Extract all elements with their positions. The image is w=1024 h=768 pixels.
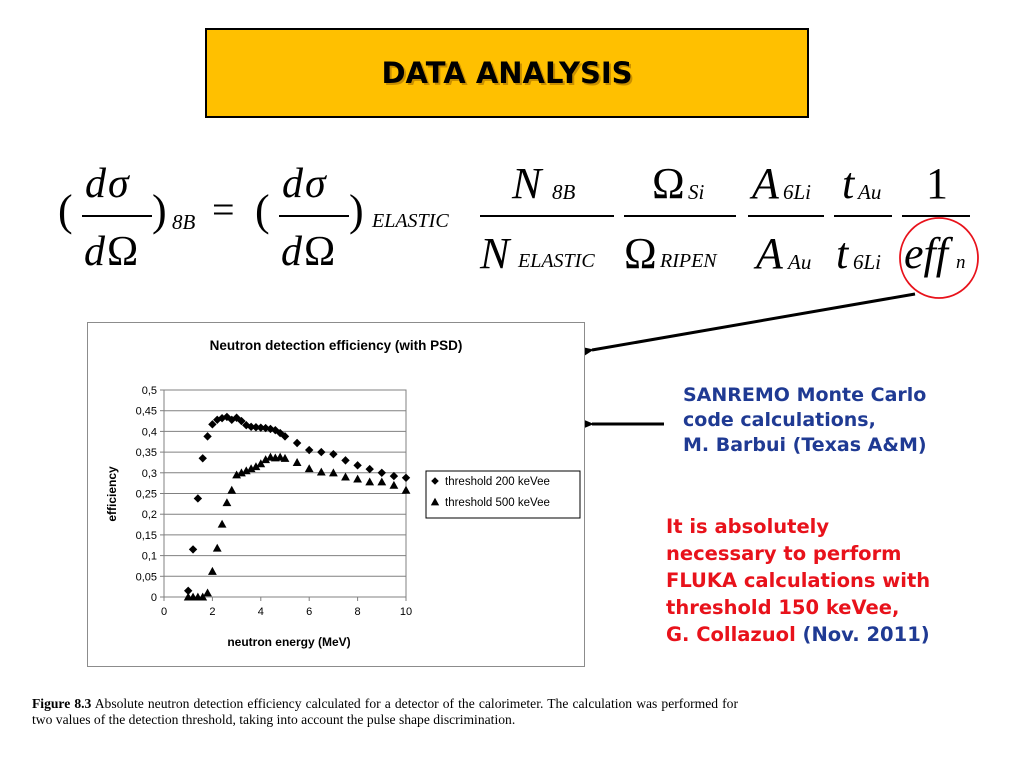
eq-den-omega-1: Ω	[107, 229, 139, 275]
point-threshold-500	[377, 478, 386, 486]
y-tick-label: 0,35	[135, 447, 157, 460]
y-tick-label: 0	[150, 592, 157, 604]
fluka-note-line: necessary to perform	[666, 542, 902, 565]
eq-sub-elastic: ELASTIC	[372, 210, 449, 232]
point-threshold-500	[353, 475, 362, 483]
eq-N-num: N	[512, 159, 542, 208]
y-tick-label: 0,25	[135, 488, 157, 501]
y-tick-label: 0,4	[141, 426, 157, 439]
eq-num-sigma-1: σ	[108, 161, 129, 207]
eq-frac-line	[902, 215, 970, 217]
eq-rparen-1: )	[152, 186, 167, 235]
eq-frac-line	[279, 215, 349, 217]
y-tick-label: 0,2	[141, 509, 157, 522]
y-axis-ticks	[136, 385, 164, 604]
point-threshold-500	[365, 478, 374, 486]
eq-lparen-2: (	[255, 186, 270, 235]
fluka-note-author: G. Collazuol	[666, 623, 803, 646]
eq-rparen-2: )	[349, 186, 364, 235]
eq-num-sigma-2: σ	[305, 161, 326, 207]
point-threshold-200	[189, 545, 197, 553]
eq-sub-n: n	[956, 252, 966, 273]
point-threshold-200	[305, 446, 313, 454]
eq-frac-line	[748, 215, 824, 217]
y-axis-label: efficiency	[105, 466, 119, 522]
point-threshold-500	[402, 486, 411, 494]
eq-A-den: A	[756, 229, 783, 278]
eq-frac-line	[480, 215, 614, 217]
point-threshold-200	[366, 465, 374, 473]
eq-den-d-1: d	[84, 229, 105, 275]
point-threshold-200	[194, 494, 202, 502]
fluka-note-line: threshold 150 keVee,	[666, 596, 900, 619]
point-threshold-500	[305, 464, 314, 472]
title-banner	[205, 28, 809, 118]
x-tick-label: 4	[257, 606, 264, 618]
y-tick-label: 0,5	[141, 385, 157, 397]
eq-den-d-2: d	[281, 229, 302, 275]
eq-Omega-den: Ω	[624, 229, 657, 278]
eq-eff: eff	[904, 229, 948, 278]
chart-title: Neutron detection efficiency (with PSD)	[209, 338, 463, 353]
x-axis-label: neutron energy (MeV)	[227, 635, 351, 649]
y-tick-label: 0,3	[141, 467, 157, 480]
sanremo-note	[683, 383, 927, 458]
point-threshold-500	[227, 486, 236, 494]
fluka-note-line: FLUKA calculations with	[666, 569, 931, 592]
point-threshold-200	[293, 439, 301, 447]
point-threshold-200	[199, 454, 207, 462]
chart-legend	[426, 471, 580, 518]
chart-frame	[87, 322, 585, 667]
point-threshold-200	[317, 448, 325, 456]
caption-label: Figure 8.3	[32, 696, 92, 711]
point-threshold-500	[208, 567, 217, 575]
eq-sub-au-t: Au	[858, 180, 882, 204]
y-tick-label: 0,15	[135, 529, 157, 542]
eq-t-den: t	[836, 229, 849, 278]
eq-Omega-num: Ω	[652, 159, 685, 208]
eq-den-omega-2: Ω	[304, 229, 336, 275]
point-threshold-200	[378, 469, 386, 477]
x-tick-label: 8	[354, 606, 361, 618]
x-tick-label: 6	[306, 606, 313, 618]
eq-sub-elastic-n: ELASTIC	[518, 250, 595, 272]
y-tick-label: 0,05	[135, 571, 157, 584]
point-threshold-500	[341, 473, 350, 481]
eq-lparen-1: (	[58, 186, 73, 235]
caption-text: Absolute neutron detection efficiency calculated for a detector of the calorimeter. The calculation was performed for two values of the detection threshold, taking into account the pulse shape discrimination.	[32, 696, 738, 727]
fluka-note-line: It is absolutely	[666, 515, 830, 538]
eq-sub-6li: 6Li	[783, 180, 812, 204]
point-threshold-200	[353, 461, 361, 469]
eq-frac-line	[834, 215, 892, 217]
eq-A-num: A	[752, 159, 779, 208]
point-threshold-500	[390, 481, 399, 489]
x-tick-label: 10	[399, 606, 413, 618]
y-tick-label: 0,1	[141, 550, 157, 563]
point-threshold-500	[203, 588, 212, 596]
figure-caption	[32, 696, 738, 728]
legend-label: threshold 200 keVee	[445, 476, 550, 488]
fluka-note	[666, 513, 930, 648]
eq-num-d-2: d	[282, 161, 303, 207]
eq-sub-8b-n: 8B	[552, 180, 576, 204]
slide-title: DATA ANALYSIS	[381, 56, 633, 90]
arrow-eff-to-chart	[592, 294, 915, 350]
eq-sub-au: Au	[788, 250, 812, 274]
data-markers	[184, 413, 411, 601]
x-tick-label: 0	[160, 606, 168, 618]
efficiency-chart	[88, 323, 584, 666]
point-threshold-200	[329, 450, 337, 458]
point-threshold-500	[293, 458, 302, 466]
point-threshold-200	[341, 456, 349, 464]
eq-t-num: t	[842, 159, 855, 208]
eq-sub-si: Si	[688, 180, 705, 204]
legend-label: threshold 500 keVee	[445, 497, 550, 509]
point-threshold-200	[203, 432, 211, 440]
y-tick-label: 0,45	[135, 405, 157, 418]
x-tick-label: 2	[209, 606, 216, 618]
eq-sub-6li-t: 6Li	[853, 250, 882, 274]
eq-one: 1	[926, 159, 948, 208]
eq-frac-line	[624, 215, 736, 217]
sanremo-note-line: M. Barbui (Texas A&M)	[683, 434, 927, 456]
point-threshold-200	[402, 474, 410, 482]
point-threshold-500	[213, 544, 222, 552]
point-threshold-500	[317, 468, 326, 476]
eq-equals: =	[212, 187, 235, 232]
fluka-note-date: (Nov. 2011)	[802, 623, 930, 646]
point-threshold-500	[218, 520, 227, 528]
eq-N-den: N	[480, 229, 510, 278]
eq-num-d-1: d	[85, 161, 106, 207]
fluka-note-line	[666, 621, 930, 648]
eq-frac-line	[82, 215, 152, 217]
sanremo-note-line: SANREMO Monte Carlo	[683, 384, 927, 406]
eq-sub-8b: 8B	[172, 210, 196, 234]
eq-sub-ripen: RIPEN	[660, 250, 717, 272]
sanremo-note-line: code calculations,	[683, 409, 876, 431]
point-threshold-500	[223, 498, 232, 506]
